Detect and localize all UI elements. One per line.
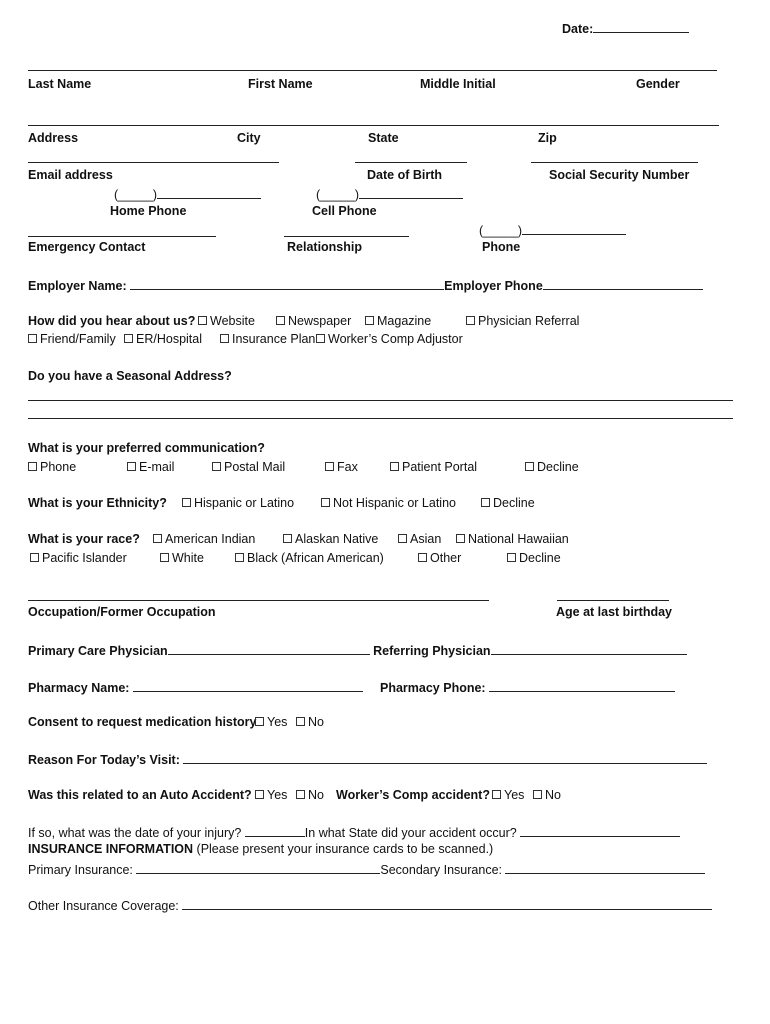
race-option-decline[interactable]: Decline — [507, 552, 561, 565]
checkbox[interactable] — [160, 553, 169, 562]
pharmacy-phone-input[interactable] — [489, 680, 675, 692]
workers-comp-label: Worker’s Comp accident? — [336, 788, 490, 802]
auto-accident-label: Was this related to an Auto Accident? — [28, 788, 252, 802]
ethnicity-option-not-hispanic[interactable]: Not Hispanic or Latino — [321, 497, 456, 510]
checkbox[interactable] — [507, 553, 516, 562]
employer-phone-input[interactable] — [543, 278, 703, 290]
hear-option-website[interactable]: Website — [198, 315, 255, 328]
checkbox[interactable] — [492, 790, 501, 799]
consent-no[interactable]: No — [296, 716, 324, 729]
consent-label: Consent to request medication history — [28, 715, 257, 729]
seasonal-question: Do you have a Seasonal Address? — [28, 369, 232, 383]
auto-accident-yes[interactable]: Yes — [255, 789, 287, 802]
checkbox[interactable] — [398, 534, 407, 543]
insurance-heading-row — [28, 843, 493, 856]
occupation-line[interactable] — [28, 600, 489, 601]
checkbox[interactable] — [296, 717, 305, 726]
checkbox[interactable] — [255, 790, 264, 799]
city-label: City — [237, 131, 261, 145]
comm-option-patient-portal[interactable]: Patient Portal — [390, 461, 477, 474]
workers-comp-yes[interactable]: Yes — [492, 789, 524, 802]
secondary-insurance-input[interactable] — [505, 862, 705, 874]
comm-option-decline[interactable]: Decline — [525, 461, 579, 474]
emergency-phone-input[interactable] — [522, 223, 626, 235]
checkbox[interactable] — [533, 790, 542, 799]
race-option-pacific-islander[interactable]: Pacific Islander — [30, 552, 127, 565]
ssn-label: Social Security Number — [549, 168, 690, 182]
pharmacy-name-input[interactable] — [133, 680, 363, 692]
checkbox[interactable] — [198, 316, 207, 325]
primary-care-input[interactable] — [168, 643, 370, 655]
race-option-white[interactable]: White — [160, 552, 204, 565]
checkbox[interactable] — [28, 462, 37, 471]
checkbox[interactable] — [255, 717, 264, 726]
hear-question: How did you hear about us? — [28, 314, 196, 328]
insurance-row — [28, 862, 705, 877]
ssn-line[interactable] — [531, 162, 698, 163]
comm-option-phone[interactable]: Phone — [28, 461, 76, 474]
injury-row — [28, 825, 680, 840]
home-phone-input[interactable] — [157, 187, 261, 199]
insurance-note: (Please present your insurance cards to be scanned.) — [196, 842, 494, 856]
race-option-asian[interactable]: Asian — [398, 533, 441, 546]
primary-insurance-label: Primary Insurance: — [28, 863, 133, 877]
hear-option-workers-comp[interactable]: Worker’s Comp Adjustor — [316, 333, 463, 346]
primary-insurance-input[interactable] — [136, 862, 380, 874]
hear-option-newspaper[interactable]: Newspaper — [276, 315, 351, 328]
checkbox[interactable] — [283, 534, 292, 543]
race-question: What is your race? — [28, 532, 140, 546]
injury-state-input[interactable] — [520, 825, 680, 837]
date-field — [562, 21, 689, 36]
pharmacy-name-field — [28, 680, 363, 695]
race-option-national-hawaiian[interactable]: National Hawaiian — [456, 533, 569, 546]
hear-option-er-hospital[interactable]: ER/Hospital — [124, 333, 202, 346]
cell-phone-label: Cell Phone — [312, 204, 377, 218]
injury-date-label: If so, what was the date of your injury? — [28, 826, 242, 840]
other-insurance-row — [28, 898, 712, 913]
checkbox[interactable] — [321, 498, 330, 507]
email-label: Email address — [28, 168, 113, 182]
emergency-phone-label: Phone — [482, 240, 521, 254]
employer-name-input[interactable] — [130, 278, 444, 290]
first-name-label: First Name — [248, 77, 313, 91]
home-phone-field[interactable] — [114, 187, 261, 202]
emergency-area-code: (_____) — [479, 224, 523, 238]
hear-option-physician-referral[interactable]: Physician Referral — [466, 315, 579, 328]
checkbox[interactable] — [220, 334, 229, 343]
pharmacy-phone-field — [380, 680, 675, 695]
checkbox[interactable] — [466, 316, 475, 325]
consent-yes[interactable]: Yes — [255, 716, 287, 729]
injury-date-input[interactable] — [245, 825, 305, 837]
checkbox[interactable] — [127, 462, 136, 471]
checkbox[interactable] — [296, 790, 305, 799]
employer-name-label: Employer Name: — [28, 279, 127, 293]
checkbox[interactable] — [481, 498, 490, 507]
pharmacy-name-label: Pharmacy Name: — [28, 681, 130, 695]
dob-line[interactable] — [355, 162, 467, 163]
seasonal-line-1[interactable] — [28, 400, 733, 401]
checkbox[interactable] — [124, 334, 133, 343]
emergency-phone-field[interactable] — [479, 223, 626, 238]
zip-label: Zip — [538, 131, 557, 145]
injury-state-label: In what State did your accident occur? — [304, 826, 517, 840]
date-label: Date: — [562, 22, 594, 36]
auto-accident-no[interactable]: No — [296, 789, 324, 802]
ethnicity-question: What is your Ethnicity? — [28, 496, 167, 510]
other-insurance-input[interactable] — [182, 898, 712, 910]
communication-question: What is your preferred communication? — [28, 441, 265, 455]
visit-input[interactable] — [183, 752, 707, 764]
address-label: Address — [28, 131, 79, 145]
race-option-alaskan-native[interactable]: Alaskan Native — [283, 533, 378, 546]
checkbox[interactable] — [235, 553, 244, 562]
checkbox[interactable] — [390, 462, 399, 471]
checkbox[interactable] — [28, 334, 37, 343]
home-phone-label: Home Phone — [110, 204, 187, 218]
checkbox[interactable] — [418, 553, 427, 562]
visit-label: Reason For Today’s Visit: — [28, 753, 180, 767]
checkbox[interactable] — [525, 462, 534, 471]
physicians-row — [28, 643, 687, 658]
email-line[interactable] — [28, 162, 279, 163]
comm-option-email[interactable]: E-mail — [127, 461, 174, 474]
race-option-black[interactable]: Black (African American) — [235, 552, 384, 565]
comm-option-fax[interactable]: Fax — [325, 461, 358, 474]
checkbox[interactable] — [276, 316, 285, 325]
hear-option-insurance-plan[interactable]: Insurance Plan — [220, 333, 315, 346]
cell-area-code: (_____) — [316, 188, 360, 202]
race-option-other[interactable]: Other — [418, 552, 461, 565]
last-name-label: Last Name — [28, 77, 92, 91]
occupation-label: Occupation/Former Occupation — [28, 605, 216, 619]
race-option-american-indian[interactable]: American Indian — [153, 533, 255, 546]
workers-comp-no[interactable]: No — [533, 789, 561, 802]
ethnicity-option-decline[interactable]: Decline — [481, 497, 535, 510]
checkbox[interactable] — [325, 462, 334, 471]
relationship-line[interactable] — [284, 236, 409, 237]
secondary-insurance-label: Secondary Insurance: — [380, 863, 502, 877]
age-label: Age at last birthday — [556, 605, 672, 619]
home-area-code: (_____) — [114, 188, 158, 202]
date-input[interactable] — [593, 21, 689, 33]
emergency-contact-line[interactable] — [28, 236, 216, 237]
checkbox[interactable] — [30, 553, 39, 562]
seasonal-line-2[interactable] — [28, 418, 733, 419]
checkbox[interactable] — [316, 334, 325, 343]
checkbox[interactable] — [212, 462, 221, 471]
insurance-heading: INSURANCE INFORMATION — [28, 842, 194, 856]
hear-option-friend-family[interactable]: Friend/Family — [28, 333, 116, 346]
checkbox[interactable] — [153, 534, 162, 543]
relationship-label: Relationship — [287, 240, 363, 254]
cell-phone-input[interactable] — [359, 187, 463, 199]
referring-physician-input[interactable] — [491, 643, 687, 655]
comm-option-postal-mail[interactable]: Postal Mail — [212, 461, 285, 474]
ethnicity-option-hispanic[interactable]: Hispanic or Latino — [182, 497, 294, 510]
name-line[interactable] — [28, 70, 717, 71]
gender-label: Gender — [636, 77, 680, 91]
checkbox[interactable] — [456, 534, 465, 543]
hear-option-magazine[interactable]: Magazine — [365, 315, 431, 328]
checkbox[interactable] — [365, 316, 374, 325]
employer-phone-label: Employer Phone — [444, 279, 543, 293]
other-insurance-label: Other Insurance Coverage: — [28, 899, 179, 913]
primary-care-label: Primary Care Physician — [28, 644, 168, 658]
middle-initial-label: Middle Initial — [420, 77, 496, 91]
cell-phone-field[interactable] — [316, 187, 463, 202]
address-line[interactable] — [28, 125, 719, 126]
dob-label: Date of Birth — [367, 168, 442, 182]
referring-physician-label: Referring Physician — [373, 644, 491, 658]
emergency-contact-label: Emergency Contact — [28, 240, 146, 254]
pharmacy-phone-label: Pharmacy Phone: — [380, 681, 486, 695]
age-line[interactable] — [557, 600, 669, 601]
visit-row — [28, 752, 707, 767]
employer-row — [28, 278, 703, 293]
state-label: State — [368, 131, 399, 145]
checkbox[interactable] — [182, 498, 191, 507]
